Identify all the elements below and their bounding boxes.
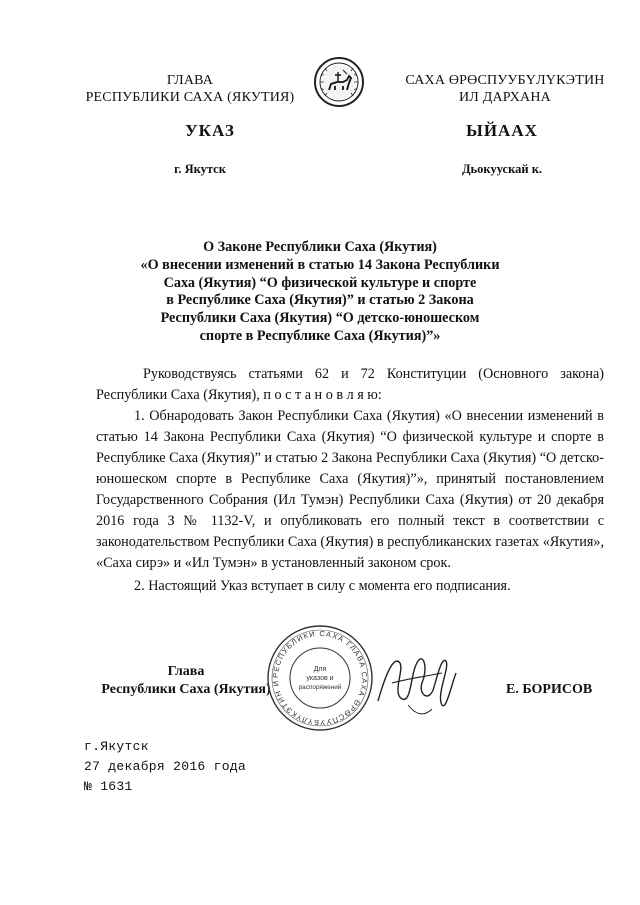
city-left: г. Якутск: [174, 162, 226, 176]
footer-date: 27 декабря 2016 года: [84, 759, 247, 774]
subject-line: Республики Саха (Якутия) “О детско-юношеском: [160, 310, 480, 327]
issuer-left-line1: ГЛАВА: [166, 73, 214, 88]
coat-of-arms-emblem: [313, 56, 365, 113]
signatory-role-line2: Республики Саха (Якутия): [101, 682, 271, 697]
preamble-paragraph: Руководствуясь статьями 62 и 72 Конституции (Основного закона) Республики Саха (Якутия), п о с т а н о в л я ю:: [96, 366, 604, 403]
subject-line: О Законе Республики Саха (Якутия): [203, 239, 437, 255]
item-2-paragraph: 2. Настоящий Указ вступает в силу с момента его подписания.: [134, 578, 511, 594]
issuer-left: [80, 72, 300, 106]
decree-footer: [84, 737, 246, 797]
signatory-name: Е. БОРИСОВ: [506, 682, 593, 697]
seal-inner-line1: Для: [313, 666, 327, 673]
issuer-right-line2: ИЛ ДАРХАНА: [458, 90, 551, 105]
footer-number: № 1631: [84, 779, 133, 794]
seal-inner-line2: указов и: [306, 675, 334, 682]
item-1-paragraph: 1. Обнародовать Закон Республики Саха (Якутия) «О внесении изменений в статью 14 Закона Республики Саха (Якутия) “О физической культуре и спорте в Республике Саха (Якутия)” и статью 2 Закона Республики Саха (Якутия) “О детско-юношеском спорте в Республике Саха (Якутия)”», принятый постановлением Государственного Собрания (Ил Тумэн) Республики Саха (Якутия) от 20 декабря 2016 года З № 1132-V, и опубликовать его полный текст в соответствии с законодательством Республики Саха (Якутия) в республиканских газетах «Якутия», «Саха сирэ» и «Ил Тумэн» в установленный законом срок.: [96, 408, 604, 571]
signatory-role: [96, 663, 276, 699]
issuer-right-line1: САХА ӨРӨСПУУБҮЛҮКЭТИН: [405, 73, 605, 88]
seal-inner-line3: распоряжений: [298, 684, 342, 691]
title-ukaz: УКАЗ: [185, 121, 235, 140]
issuer-left-line2: РЕСПУБЛИКИ САХА (ЯКУТИЯ): [85, 90, 295, 105]
title-yiyaakh: ЫЙААХ: [466, 121, 538, 140]
subject-line: «О внесении изменений в статью 14 Закона Республики: [140, 256, 500, 273]
footer-city: г.Якутск: [84, 739, 149, 754]
seal-ring-text: РЕСПУБЛИКИ САХА ГЛАВА САХА ӨРӨСПУУБҮЛҮКЭТИН И: [270, 628, 370, 728]
subject-line: спорте в Республике Саха (Якутия)”»: [199, 327, 441, 344]
official-seal: [265, 623, 375, 738]
subject-line: Саха (Якутия) “О физической культуре и спорте: [163, 274, 477, 291]
decree-subject: [100, 239, 540, 346]
subject-line: в Республике Саха (Якутия)” и статью 2 Закона: [166, 292, 474, 309]
issuer-right: [380, 72, 630, 106]
signatory-role-line1: Глава: [167, 664, 205, 679]
decree-body: [96, 364, 604, 597]
handwritten-signature: [372, 643, 462, 728]
city-right: Дьокуускай к.: [461, 162, 543, 176]
